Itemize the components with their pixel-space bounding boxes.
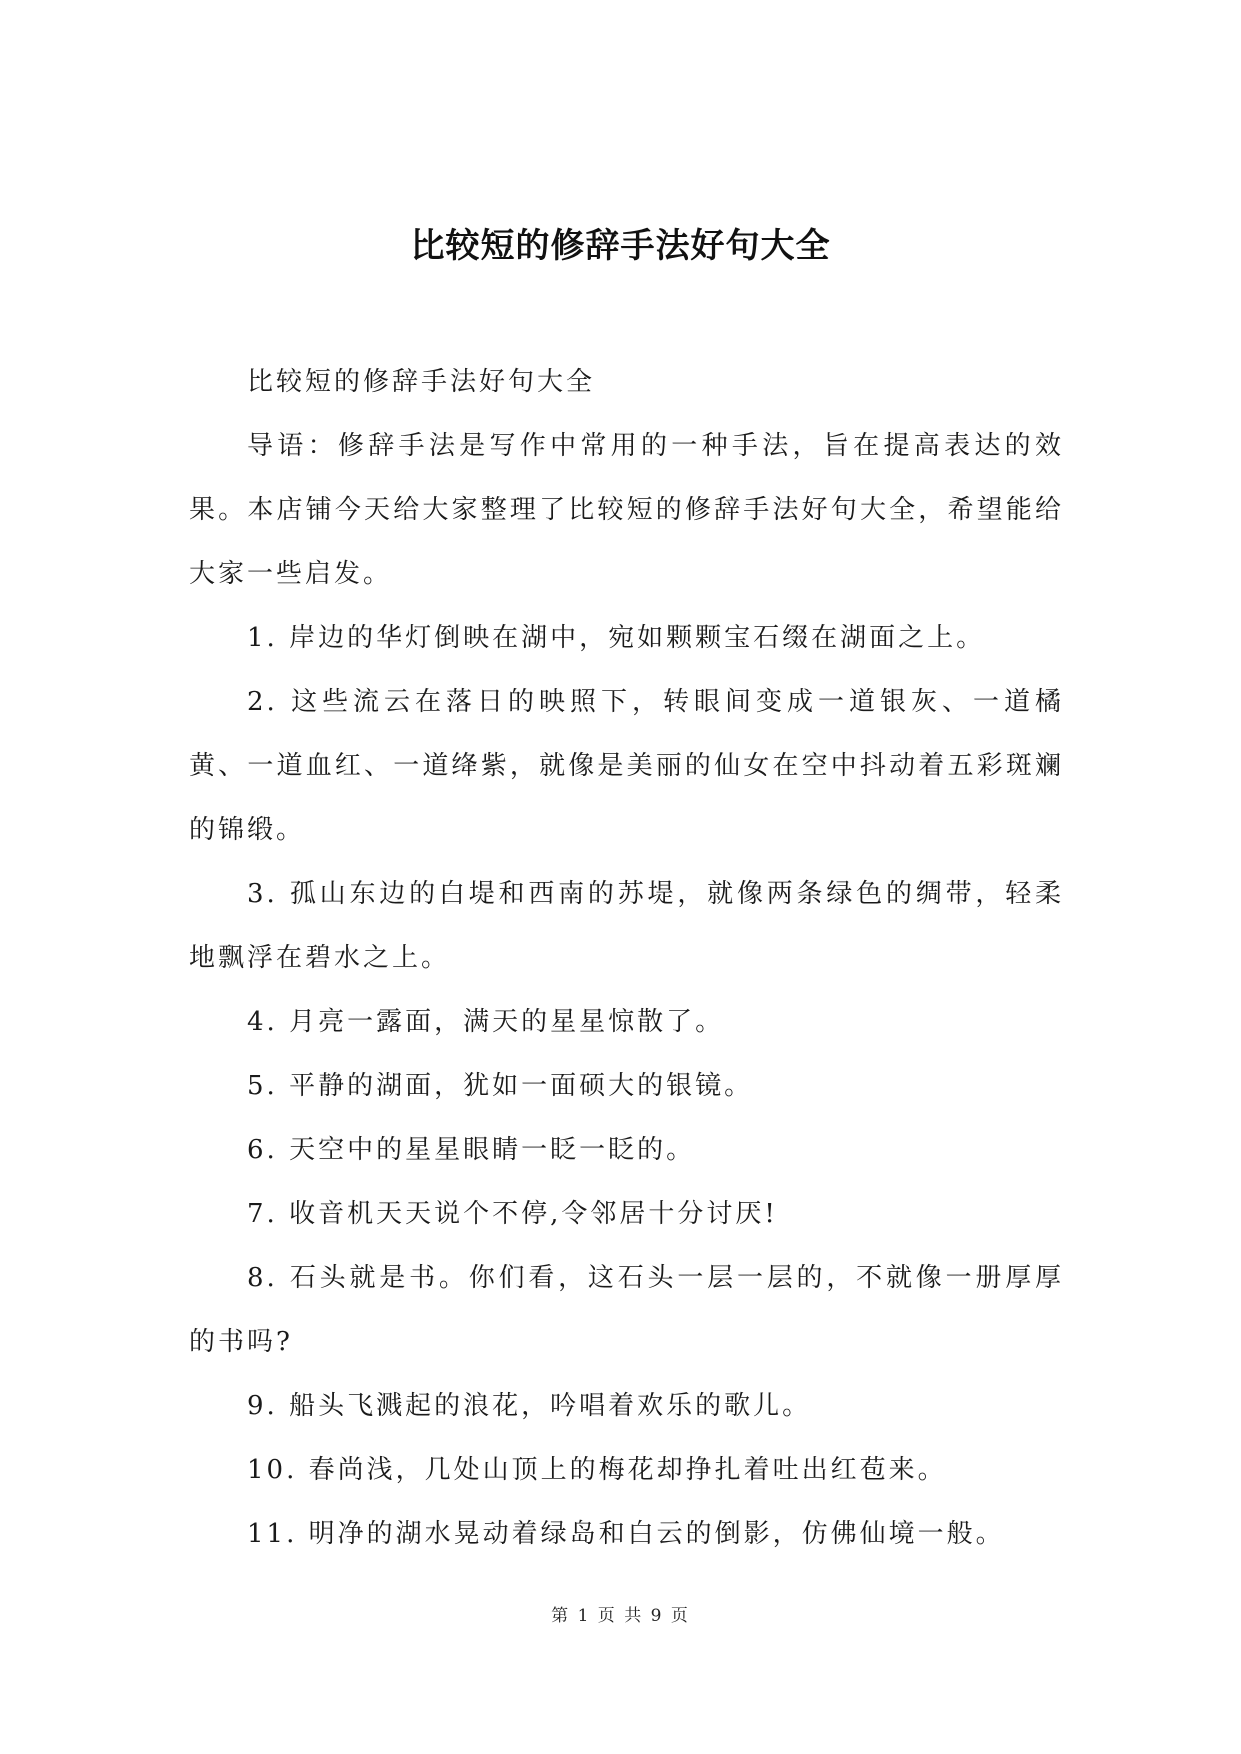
sentence-item: 2. 这些流云在落日的映照下，转眼间变成一道银灰、一道橘黄、一道血红、一道绛紫，就像是美丽的仙女在空中抖动着五彩斑斓的锦缎。 (189, 687, 1064, 845)
sentence-item: 7. 收音机天天说个不停,令邻居十分讨厌! (247, 1199, 778, 1229)
sentence-item: 3. 孤山东边的白堤和西南的苏堤，就像两条绿色的绸带，轻柔地飘浮在碧水之上。 (189, 879, 1064, 973)
sentence-item: 6. 天空中的星星眼睛一眨一眨的。 (247, 1135, 696, 1165)
sentence-item: 4. 月亮一露面，满天的星星惊散了。 (247, 1007, 725, 1037)
sentence-item: 10. 春尚浅，几处山顶上的梅花却挣扎着吐出红苞来。 (247, 1455, 947, 1485)
document-title: 比较短的修辞手法好句大全 (410, 226, 831, 266)
sentence-item: 8. 石头就是书。你们看，这石头一层一层的，不就像一册厚厚的书吗? (189, 1263, 1064, 1357)
document-body (189, 350, 1064, 1566)
page-footer: 第 1 页 共 9 页 (551, 1606, 690, 1626)
sentence-item: 9. 船头飞溅起的浪花，吟唱着欢乐的歌儿。 (247, 1391, 812, 1421)
sentence-item: 1. 岸边的华灯倒映在湖中，宛如颗颗宝石缀在湖面之上。 (247, 623, 986, 653)
sentence-item: 5. 平静的湖面，犹如一面硕大的银镜。 (247, 1071, 754, 1101)
body-paragraph: 比较短的修辞手法好句大全 (247, 367, 596, 397)
intro-paragraph: 导语：修辞手法是写作中常用的一种手法，旨在提高表达的效果。本店铺今天给大家整理了比较短的修辞手法好句大全，希望能给大家一些启发。 (189, 431, 1064, 589)
sentence-item: 11. 明净的湖水晃动着绿岛和白云的倒影，仿佛仙境一般。 (247, 1519, 1005, 1549)
